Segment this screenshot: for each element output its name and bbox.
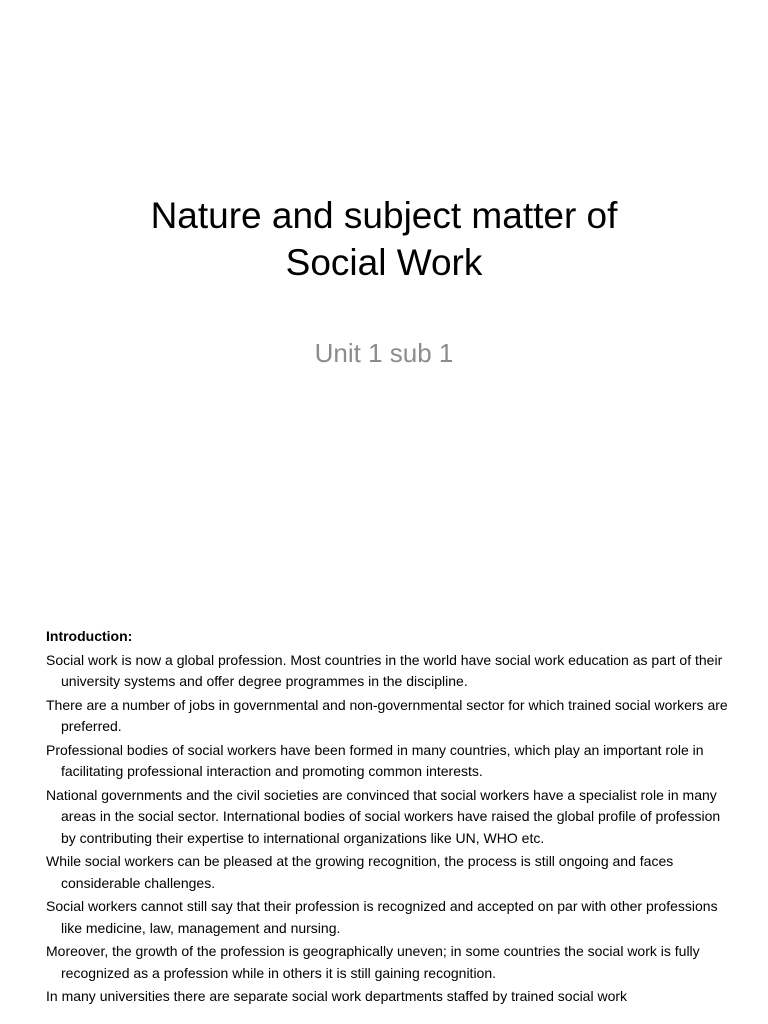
introduction-paragraph: Social work is now a global profession. Most countries in the world have social work education as part of their university systems and offer degree programmes in the discipline. [46, 651, 723, 689]
introduction-paragraph: In many universities there are separate social work departments staffed by trained social work [46, 988, 628, 1004]
introduction-heading: Introduction: [46, 628, 133, 644]
slide-title: Nature and subject matter of Social Work [150, 195, 618, 283]
introduction-paragraph: While social workers can be pleased at the growing recognition, the process is still ongoing and faces considerable challenges. [46, 853, 674, 891]
slide-subtitle: Unit 1 sub 1 [314, 338, 454, 368]
introduction-paragraph: National governments and the civil societies are convinced that social workers have a specialist role in many areas in the social sector. International bodies of social workers have raised the global profile of profession by contributing their expertise to international organizations like UN, WHO etc. [46, 786, 721, 846]
introduction-paragraph: Professional bodies of social workers have been formed in many countries, which play an important role in facilitating professional interaction and promoting common interests. [46, 741, 704, 779]
introduction-paragraph: There are a number of jobs in governmental and non-governmental sector for which trained social workers are preferred. [46, 696, 728, 734]
introduction-paragraph: Moreover, the growth of the profession is geographically uneven; in some countries the social work is fully recognized as a profession while in others it is still gaining recognition. [46, 943, 700, 981]
introduction-paragraph: Social workers cannot still say that their profession is recognized and accepted on par with other professions like medicine, law, management and nursing. [46, 898, 718, 936]
introduction-section [46, 626, 736, 1010]
